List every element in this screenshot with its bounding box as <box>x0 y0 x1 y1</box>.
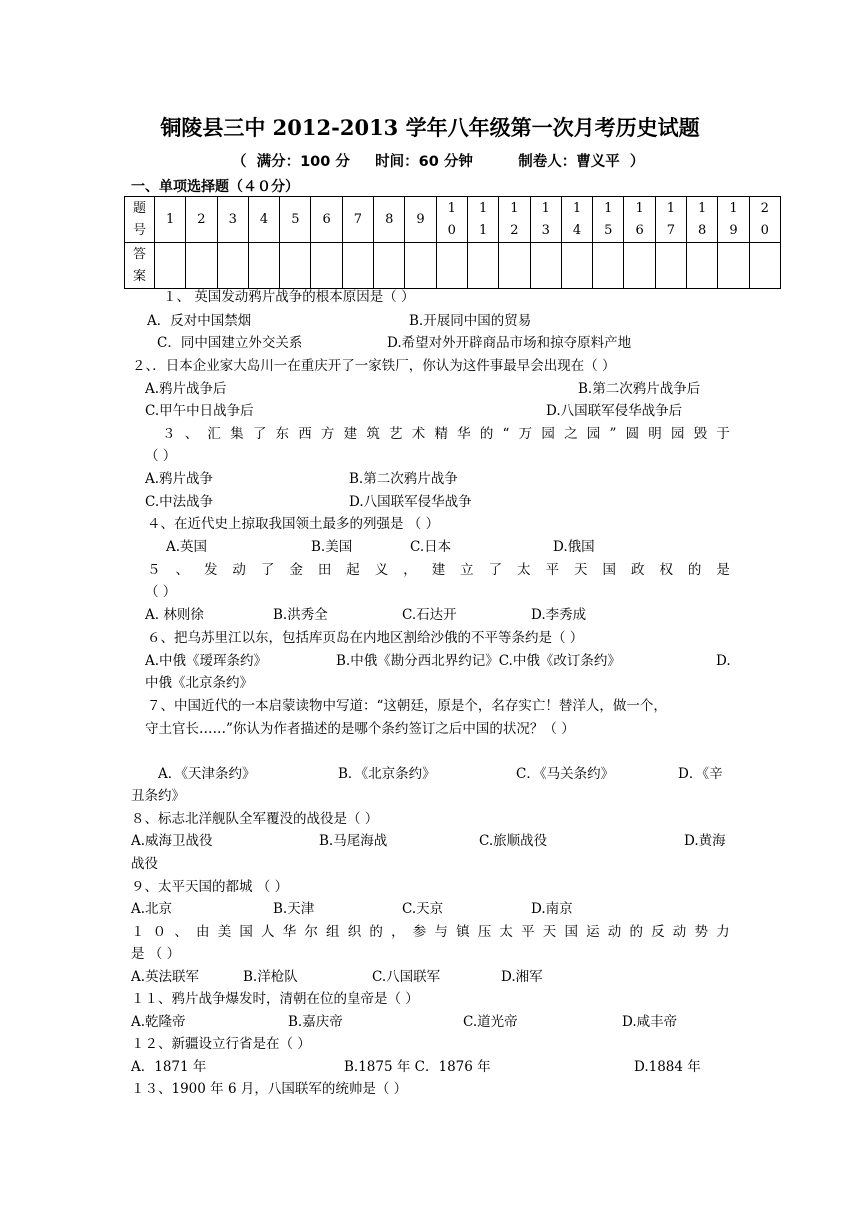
stem-char: 田 <box>317 562 332 578</box>
stem-char: 了 <box>260 562 275 578</box>
answer-cell[interactable] <box>248 243 279 289</box>
answer-cell[interactable] <box>405 243 436 289</box>
stem-char: 权 <box>659 562 673 578</box>
q8-option-d-cont: 战役 <box>131 856 158 872</box>
q8-option-c: C.旅顺战役 <box>479 833 548 849</box>
stem-char: 运 <box>586 924 600 940</box>
q12-option-d: D.1884 年 <box>634 1059 701 1075</box>
question-number-cell: 1 8 <box>687 197 718 243</box>
stem-char: 的 <box>687 562 702 578</box>
question-number-cell: 5 <box>280 197 311 243</box>
question-number-cell: 1 1 <box>467 197 498 243</box>
stem-char: ” <box>609 426 617 442</box>
stem-char: 建 <box>431 562 446 578</box>
q5-option-d: D.李秀成 <box>531 607 587 623</box>
q1-option-d: D.希望对外开辟商品市场和掠夺原料产地 <box>387 335 632 351</box>
stem-char: 东 <box>275 426 290 442</box>
q1-option-a: A．反对中国禁烟 <box>147 313 252 329</box>
q7-option-b: B．《北京条约》 <box>338 766 436 782</box>
q3-option-c: C.中法战争 <box>145 494 214 510</box>
answer-table <box>124 196 781 289</box>
q8-option-b: B.马尾海战 <box>319 833 388 849</box>
stem-char: 的 <box>479 426 494 442</box>
stem-char: 艺 <box>389 426 403 442</box>
question-number-cell: 1 0 <box>436 197 467 243</box>
question-number-cell: 1 3 <box>530 197 561 243</box>
q2-option-a: A.鸦片战争后 <box>145 381 227 397</box>
question-8-stem: ８、标志北洋舰队全军覆没的战役是（ ） <box>131 811 379 827</box>
q4-option-c: C.日本 <box>410 539 452 555</box>
question-number-cell: 4 <box>248 197 279 243</box>
answer-cell[interactable] <box>186 243 217 289</box>
stem-char: 筑 <box>366 426 380 442</box>
question-5-stem-cont: （ ） <box>145 584 177 600</box>
stem-char: 发 <box>203 562 218 578</box>
q5-option-b: B.洪秀全 <box>273 607 328 623</box>
stem-char: 精 <box>434 426 448 442</box>
question-7-stem-cont: 守土官长……”你认为作者描述的是哪个条约签订之后中国的状况？（ ） <box>145 721 575 737</box>
stem-char: 是 <box>716 562 730 578</box>
answer-cell[interactable] <box>530 243 561 289</box>
q2-option-c: C.甲午中日战争后 <box>145 403 254 419</box>
stem-char: 的 <box>629 924 643 940</box>
q6-option-d: D. <box>716 653 731 669</box>
stem-char: 建 <box>343 426 358 442</box>
question-number-cell: 1 4 <box>561 197 592 243</box>
question-1-stem: １、 英国发动鸦片战争的根本原因是（ ） <box>163 289 415 305</box>
stem-char: 了 <box>488 562 503 578</box>
stem-char: “ <box>502 426 510 442</box>
q10-option-b: B.洋枪队 <box>243 969 298 985</box>
q8-option-a: A.威海卫战役 <box>131 833 213 849</box>
answer-cell[interactable] <box>718 243 749 289</box>
stem-char: 、 <box>174 924 188 940</box>
question-number-cell: 3 <box>217 197 248 243</box>
stem-char: 平 <box>545 562 560 578</box>
stem-char: 园 <box>541 426 555 442</box>
question-number-cell: 7 <box>342 197 373 243</box>
q9-option-d: D.南京 <box>531 901 573 917</box>
stem-char: 明 <box>648 426 662 442</box>
answer-cell[interactable] <box>593 243 624 289</box>
answer-cell[interactable] <box>311 243 342 289</box>
question-3-stem <box>162 423 730 445</box>
stem-char: 尔 <box>304 924 318 940</box>
stem-char: 太 <box>517 562 531 578</box>
exam-info: （ 满分：100 分 时间：60 分钟 制卷人：曹义平 ） <box>232 154 645 170</box>
stem-char: 人 <box>261 924 275 940</box>
stem-char: 起 <box>346 562 360 578</box>
answer-cell[interactable] <box>561 243 592 289</box>
question-number-cell: 1 7 <box>655 197 686 243</box>
stem-char: 、 <box>184 426 199 442</box>
stem-char: 国 <box>564 924 578 940</box>
stem-char: 华 <box>282 924 297 940</box>
row-label: 题 号 <box>125 197 155 243</box>
stem-char: 圆 <box>625 426 640 442</box>
q7-option-c: C．《马关条约》 <box>516 766 615 782</box>
stem-char: 了 <box>252 426 267 442</box>
answer-cell[interactable] <box>749 243 780 289</box>
stem-char: 与 <box>434 924 448 940</box>
stem-char: 美 <box>217 924 232 940</box>
q11-option-a: A.乾隆帝 <box>131 1014 186 1030</box>
q12-option-b-c: B.1875 年 C．1876 年 <box>344 1059 491 1075</box>
question-11-stem: １１、鸦片战争爆发时，清朝在位的皇帝是（ ） <box>131 991 419 1007</box>
stem-char: ， <box>391 924 405 940</box>
question-13-stem: １３、1900 年 6 月，八国联军的统帅是（ ） <box>131 1081 408 1097</box>
stem-char: 之 <box>564 426 578 442</box>
q1-option-c: C．同中国建立外交关系 <box>157 335 303 351</box>
question-6-stem: ６、把乌苏里江以东，包括库页岛在内地区割给沙俄的不平等条约是（ ） <box>147 630 584 646</box>
stem-char: 组 <box>326 924 340 940</box>
stem-char: 术 <box>411 426 426 442</box>
q5-option-c: C.石达开 <box>402 607 457 623</box>
q10-option-c: C.八国联军 <box>372 969 441 985</box>
q9-option-a: A.北京 <box>131 901 173 917</box>
q3-option-d: D.八国联军侵华战争 <box>349 494 472 510</box>
q4-option-b: B.美国 <box>311 539 353 555</box>
stem-char: 反 <box>651 924 665 940</box>
answer-cell[interactable] <box>436 243 467 289</box>
stem-char: ， <box>403 562 417 578</box>
stem-char: 金 <box>289 562 303 578</box>
question-9-stem: ９、太平天国的都城 （ ） <box>131 879 289 895</box>
stem-char: 园 <box>586 426 601 442</box>
stem-char: 义 <box>374 562 389 578</box>
stem-char: １ <box>131 924 145 940</box>
stem-char: 集 <box>230 426 244 442</box>
stem-char: ５ <box>147 562 161 578</box>
stem-char: 参 <box>412 924 427 940</box>
q11-option-c: C.道光帝 <box>463 1014 518 1030</box>
answer-cell[interactable] <box>280 243 311 289</box>
question-number-cell: 6 <box>311 197 342 243</box>
question-4-stem: ４、在近代史上掠取我国领土最多的列强是 （ ） <box>147 516 440 532</box>
question-10-stem-cont: 是 （ ） <box>131 946 181 962</box>
stem-char: 国 <box>602 562 616 578</box>
page-title: 铜陵县三中 2012-2013 学年八年级第一次月考历史试题 <box>160 115 700 140</box>
answer-cell[interactable] <box>655 243 686 289</box>
question-10-stem <box>131 921 730 943</box>
row-label: 答 案 <box>125 243 155 289</box>
q6-option-b-c: B.中俄《勘分西北界约记》C.中俄《改订条约》 <box>336 653 621 669</box>
stem-char: 万 <box>518 426 533 442</box>
stem-char: ０ <box>152 924 167 940</box>
q3-option-b: B.第二次鸦片战争 <box>349 471 458 487</box>
question-number-cell: 8 <box>374 197 405 243</box>
stem-char: 织 <box>347 924 362 940</box>
stem-char: 国 <box>239 924 253 940</box>
q6-option-d-cont: 中俄《北京条约》 <box>145 675 253 691</box>
q9-option-c: C.天京 <box>402 901 444 917</box>
question-12-stem: １２、新疆设立行省是在（ ） <box>131 1036 311 1052</box>
answer-cell[interactable] <box>217 243 248 289</box>
stem-char: 天 <box>542 924 557 940</box>
question-number-cell: 2 <box>186 197 217 243</box>
q2-option-d: D.八国联军侵华战争后 <box>546 403 683 419</box>
stem-char: 毁 <box>693 426 708 442</box>
q2-option-b: B.第二次鸦片战争后 <box>578 381 701 397</box>
stem-char: 方 <box>320 426 335 442</box>
question-number-cell: 2 0 <box>749 197 780 243</box>
stem-char: 政 <box>630 562 645 578</box>
answer-row <box>125 243 781 289</box>
stem-char: 由 <box>196 924 210 940</box>
stem-char: 动 <box>672 924 687 940</box>
question-number-cell: 1 9 <box>718 197 749 243</box>
question-7-stem: ７、中国近代的一本启蒙读物中写道：“这朝廷，原是个，名存实亡！替洋人，做一个， <box>147 698 667 714</box>
q11-option-b: B.嘉庆帝 <box>288 1014 343 1030</box>
stem-char: 园 <box>670 426 685 442</box>
stem-char: 动 <box>232 562 246 578</box>
q7-option-d-cont: 丑条约》 <box>131 788 185 804</box>
stem-char: 于 <box>716 426 730 442</box>
question-number-cell: 9 <box>405 197 436 243</box>
answer-cell[interactable] <box>624 243 655 289</box>
question-number-cell: 1 <box>155 197 186 243</box>
q4-option-d: D.俄国 <box>553 539 595 555</box>
answer-cell[interactable] <box>687 243 718 289</box>
stem-char: 的 <box>369 924 383 940</box>
question-number-cell: 1 6 <box>624 197 655 243</box>
stem-char: 西 <box>298 426 312 442</box>
q3-option-a: A.鸦片战争 <box>145 471 214 487</box>
stem-char: 、 <box>175 562 189 578</box>
q10-option-a: A.英法联军 <box>131 969 200 985</box>
question-3-stem-cont: （ ） <box>145 448 177 464</box>
stem-char: 平 <box>521 924 535 940</box>
q7-option-d: D．《辛 <box>678 766 723 782</box>
answer-cell[interactable] <box>499 243 530 289</box>
question-number-row <box>125 197 781 243</box>
stem-char: 华 <box>457 426 471 442</box>
stem-char: 汇 <box>207 426 221 442</box>
stem-char: 压 <box>477 924 492 940</box>
q6-option-a: A.中俄《瑷珲条约》 <box>145 653 268 669</box>
question-2-stem: ２、．日本企业家大岛川一在重庆开了一家铁厂，你认为这件事最早会出现在（ ） <box>132 358 616 374</box>
stem-char: 势 <box>694 924 708 940</box>
answer-cell[interactable] <box>155 243 186 289</box>
stem-char: 动 <box>607 924 622 940</box>
section-heading: 一、单项选择题（４０分） <box>131 179 299 195</box>
answer-cell[interactable] <box>374 243 405 289</box>
q11-option-d: D.咸丰帝 <box>622 1014 678 1030</box>
answer-cell[interactable] <box>342 243 373 289</box>
q5-option-a: A. 林则徐 <box>145 607 204 623</box>
q7-option-a: A．《天津条约》 <box>158 766 256 782</box>
answer-cell[interactable] <box>467 243 498 289</box>
question-number-cell: 1 5 <box>593 197 624 243</box>
stem-char: 立 <box>460 562 474 578</box>
stem-char: 力 <box>716 924 730 940</box>
q9-option-b: B.天津 <box>273 901 315 917</box>
stem-char: 太 <box>499 924 513 940</box>
q12-option-a: A．1871 年 <box>131 1059 207 1075</box>
q8-option-d: D.黄海 <box>684 833 726 849</box>
stem-char: ３ <box>162 426 176 442</box>
q10-option-d: D.湘军 <box>501 969 543 985</box>
stem-char: 天 <box>574 562 588 578</box>
question-5-stem <box>147 559 730 581</box>
question-number-cell: 1 2 <box>499 197 530 243</box>
q1-option-b: B.开展同中国的贸易 <box>409 313 532 329</box>
stem-char: 镇 <box>456 924 470 940</box>
q4-option-a: A.英国 <box>166 539 208 555</box>
